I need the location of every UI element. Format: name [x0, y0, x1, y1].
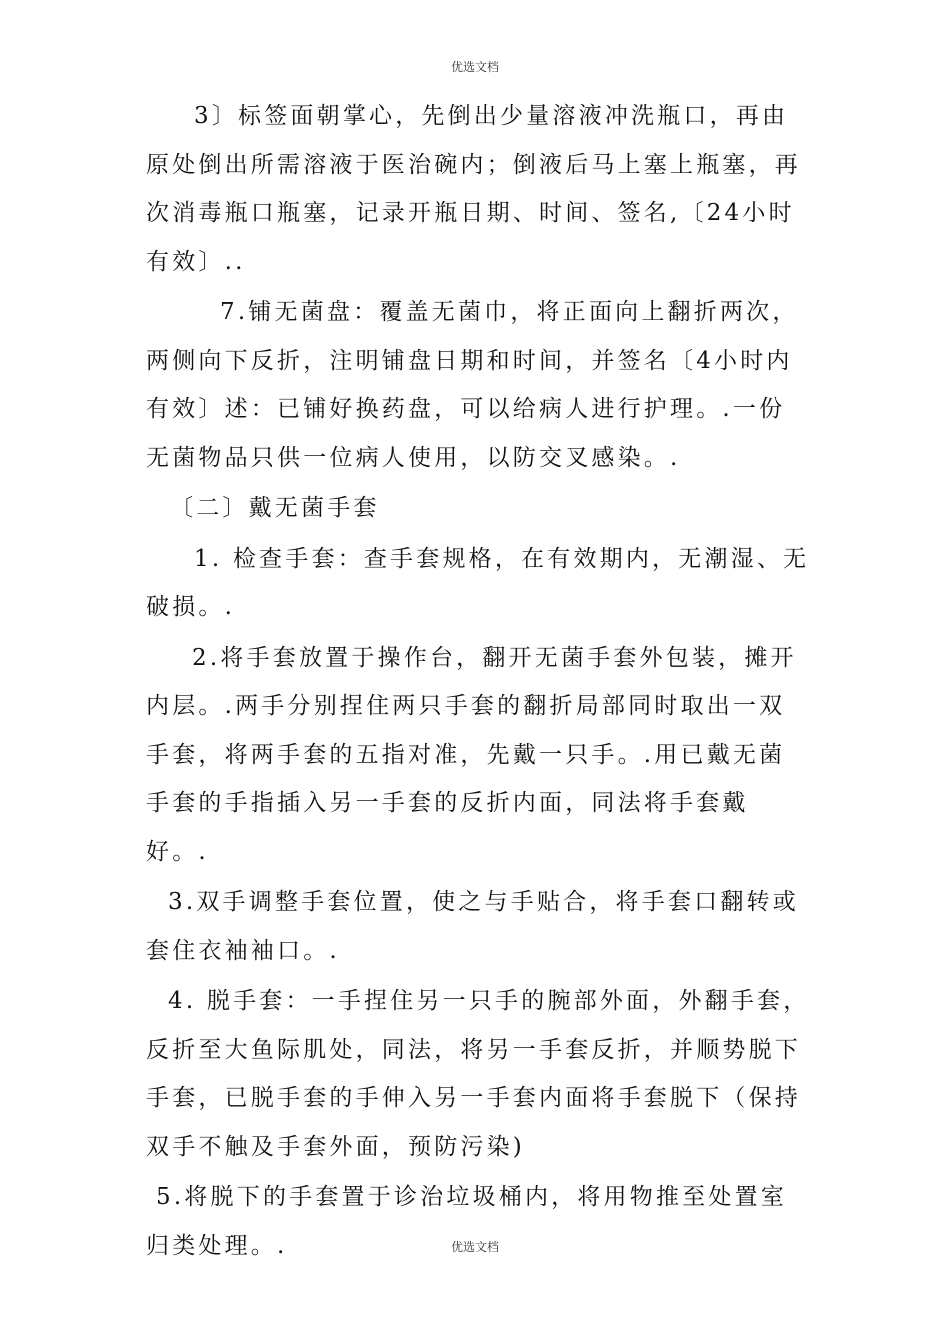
paragraph-sterile-tray: 7.铺无菌盘：覆盖无菌巾，将正面向上翻折两次，两侧向下反折，注明铺盘日期和时间，并签名〔4小时内有效〕述：已铺好换药盘，可以给病人进行护理。.一份无菌物品只供一位病人使用，以防交叉感染。. [146, 299, 799, 471]
document-body [146, 92, 811, 1272]
paragraph-adjust-gloves: 3.双手调整手套位置，使之与手贴合，将手套口翻转或套住衣袖袖口。. [146, 889, 799, 964]
paragraph-remove-gloves: 4. 脱手套：一手捏住另一只手的腕部外面，外翻手套，反折至大鱼际肌处，同法，将另一手套反折，并顺势脱下手套，已脱手套的手伸入另一手套内面将手套脱下（保持双手不触及手套外面，预防污染) [146, 988, 810, 1160]
page-footer: 优选文档 [450, 1240, 499, 1254]
paragraph-dispose-gloves: 5.将脱下的手套置于诊治垃圾桶内，将用物推至处置室归类处理。. [146, 1184, 787, 1259]
page-header: 优选文档 [450, 60, 499, 74]
paragraph-check-gloves: 1. 检查手套：查手套规格，在有效期内，无潮湿、无破损。. [146, 545, 810, 620]
paragraph-put-on-gloves: 2.将手套放置于操作台，翻开无菌手套外包装，摊开内层。.两手分别捏住两只手套的翻折局部同时取出一双手套，将两手套的五指对准，先戴一只手。.用已戴无菌手套的手指插入另一手套的反折内面，同法将手套戴好。. [146, 644, 797, 865]
paragraph-pour-solution: 3〕标签面朝掌心，先倒出少量溶液冲洗瓶口，再由原处倒出所需溶液于医治碗内；倒液后马上塞上瓶塞，再次消毒瓶口瓶塞，记录开瓶日期、时间、签名,〔24小时有效〕.. [146, 103, 801, 275]
section-heading-gloves: 〔二〕戴无菌手套 [170, 495, 380, 521]
